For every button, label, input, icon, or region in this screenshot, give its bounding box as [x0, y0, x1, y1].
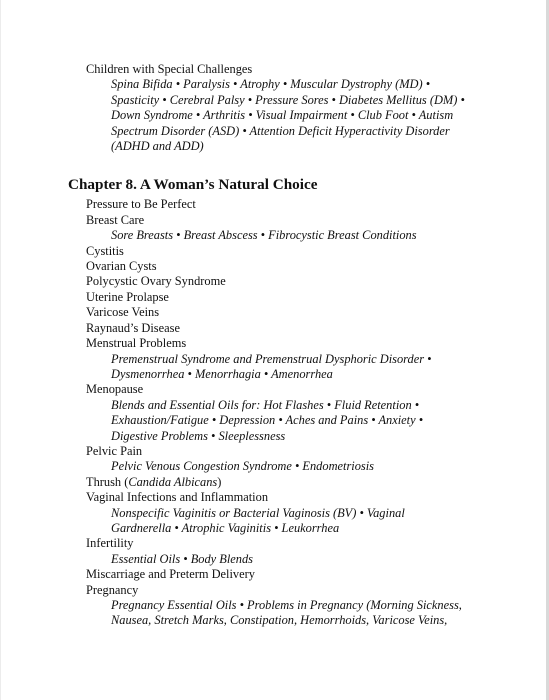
thrush-label: Thrush ( — [86, 474, 129, 489]
toc-subentry-line: Gardnerella • Atrophic Vaginitis • Leukorrhea — [111, 520, 340, 535]
toc-entry-children-special-challenges: Children with Special Challenges — [86, 62, 253, 76]
toc-subentry-line: Essential Oils • Body Blends — [111, 551, 253, 566]
toc-entry-menstrual: Menstrual Problems — [86, 336, 187, 351]
toc-entry-menopause: Menopause — [86, 382, 144, 397]
toc-subentry-line: Sore Breasts • Breast Abscess • Fibrocystic Breast Conditions — [111, 228, 417, 243]
toc-entry-ovarian-cysts: Ovarian Cysts — [86, 259, 157, 274]
toc-entry-pressure: Pressure to Be Perfect — [86, 197, 196, 212]
toc-entry-pcos: Polycystic Ovary Syndrome — [86, 274, 226, 289]
toc-subentry-line: Spina Bifida • Paralysis • Atrophy • Muscular Dystrophy (MD) • — [111, 77, 431, 92]
table-of-contents — [0, 62, 546, 629]
toc-entry-uterine-prolapse: Uterine Prolapse — [86, 289, 169, 304]
toc-entry-vaginal-infections: Vaginal Infections and Inflammation — [86, 490, 269, 505]
toc-subentry-line: Nonspecific Vaginitis or Bacterial Vaginosis (BV) • Vaginal — [111, 505, 405, 520]
toc-entry-pregnancy: Pregnancy — [86, 582, 139, 597]
toc-subentry-line: Spasticity • Cerebral Palsy • Pressure Sores • Diabetes Mellitus (DM) • — [111, 92, 465, 107]
toc-subentry-line: Digestive Problems • Sleeplessness — [111, 428, 286, 443]
toc-subentry-line: Pelvic Venous Congestion Syndrome • Endometriosis — [111, 459, 375, 474]
toc-entry-breast-care: Breast Care — [86, 212, 145, 227]
chapter-heading: Chapter 8. A Woman’s Natural Choice — [68, 176, 318, 194]
toc-entry-raynauds: Raynaud’s Disease — [86, 320, 180, 335]
toc-subentry-line: Down Syndrome • Arthritis • Visual Impairment • Club Foot • Autism — [111, 108, 454, 123]
toc-entry-infertility: Infertility — [86, 536, 134, 551]
toc-entry-miscarriage: Miscarriage and Preterm Delivery — [86, 567, 255, 582]
toc-subentry-line: Nausea, Stretch Marks, Constipation, Hemorrhoids, Varicose Veins, — [111, 613, 448, 628]
toc-entry-cystitis: Cystitis — [86, 243, 124, 258]
toc-entry-thrush — [86, 475, 546, 490]
toc-subentry-line: Dysmenorrhea • Menorrhagia • Amenorrhea — [111, 366, 333, 381]
toc-subentry-line: Spectrum Disorder (ASD) • Attention Deficit Hyperactivity Disorder — [111, 123, 450, 138]
toc-subentry-line: Exhaustion/Fatigue • Depression • Aches and Pains • Anxiety • — [111, 413, 424, 428]
toc-subentry-line: Pregnancy Essential Oils • Problems in Pregnancy (Morning Sickness, — [111, 598, 462, 612]
toc-entry-pelvic-pain: Pelvic Pain — [86, 443, 143, 458]
toc-subentry-line: (ADHD and ADD) — [111, 139, 204, 154]
toc-subentry-line: Premenstrual Syndrome and Premenstrual Dysphoric Disorder • — [111, 351, 432, 366]
thrush-close: ) — [217, 474, 222, 489]
toc-entry-varicose-veins: Varicose Veins — [86, 305, 160, 320]
thrush-italic-term: Candida Albicans — [128, 474, 218, 489]
toc-subentry-line: Blends and Essential Oils for: Hot Flashes • Fluid Retention • — [111, 397, 420, 412]
